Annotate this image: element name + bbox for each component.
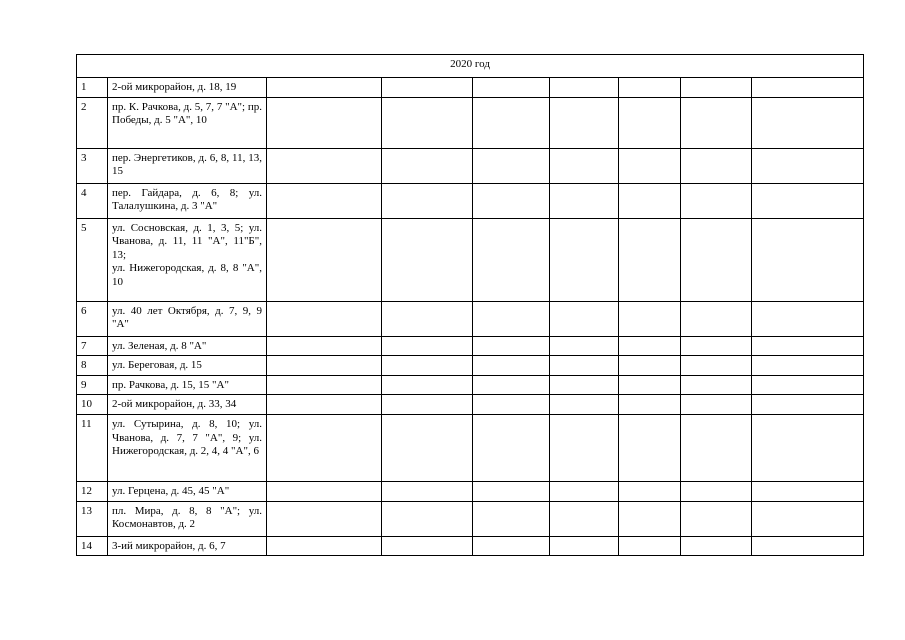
- empty-cell: [267, 78, 382, 98]
- row-number: 8: [77, 356, 108, 376]
- empty-cell: [619, 356, 681, 376]
- row-address: пр. Рачкова, д. 15, 15 "А": [108, 375, 267, 395]
- row-number: 9: [77, 375, 108, 395]
- empty-cell: [619, 301, 681, 336]
- row-number: 2: [77, 97, 108, 148]
- table-row: [77, 78, 864, 98]
- table-row: [77, 536, 864, 556]
- empty-cell: [619, 414, 681, 481]
- empty-cell: [267, 536, 382, 556]
- empty-cell: [752, 97, 864, 148]
- row-number: 13: [77, 501, 108, 536]
- table-row: [77, 481, 864, 501]
- empty-cell: [681, 97, 752, 148]
- empty-cell: [681, 356, 752, 376]
- row-address: ул. Сутырина, д. 8, 10; ул. Чванова, д. 7, 7 "А", 9; ул. Нижегородская, д. 2, 4, 4 "А", 6: [108, 414, 267, 481]
- empty-cell: [550, 481, 619, 501]
- row-number: 4: [77, 183, 108, 218]
- row-number: 7: [77, 336, 108, 356]
- empty-cell: [267, 375, 382, 395]
- empty-cell: [267, 183, 382, 218]
- row-number: 6: [77, 301, 108, 336]
- empty-cell: [619, 375, 681, 395]
- empty-cell: [681, 375, 752, 395]
- row-number: 1: [77, 78, 108, 98]
- empty-cell: [267, 395, 382, 415]
- empty-cell: [619, 183, 681, 218]
- empty-cell: [267, 356, 382, 376]
- table-row: [77, 395, 864, 415]
- empty-cell: [681, 218, 752, 301]
- empty-cell: [752, 501, 864, 536]
- empty-cell: [681, 536, 752, 556]
- empty-cell: [382, 356, 473, 376]
- row-number: 3: [77, 148, 108, 183]
- empty-cell: [382, 501, 473, 536]
- row-address: ул. 40 лет Октября, д. 7, 9, 9 "А": [108, 301, 267, 336]
- empty-cell: [752, 414, 864, 481]
- table-row: [77, 356, 864, 376]
- table-row: [77, 414, 864, 481]
- empty-cell: [267, 148, 382, 183]
- empty-cell: [550, 183, 619, 218]
- empty-cell: [550, 78, 619, 98]
- empty-cell: [267, 301, 382, 336]
- document-table: [76, 54, 864, 556]
- empty-cell: [473, 301, 550, 336]
- empty-cell: [752, 536, 864, 556]
- row-address: ул. Герцена, д. 45, 45 "А": [108, 481, 267, 501]
- empty-cell: [382, 301, 473, 336]
- empty-cell: [473, 97, 550, 148]
- table-header-row: [77, 55, 864, 78]
- row-number: 14: [77, 536, 108, 556]
- empty-cell: [473, 395, 550, 415]
- row-address: ул. Сосновская, д. 1, 3, 5; ул. Чванова, д. 11, 11 "А", 11"Б", 13; ул. Нижегородская, д. 8, 8 "А", 10: [108, 218, 267, 301]
- empty-cell: [619, 481, 681, 501]
- empty-cell: [550, 356, 619, 376]
- empty-cell: [550, 536, 619, 556]
- empty-cell: [681, 395, 752, 415]
- empty-cell: [550, 301, 619, 336]
- empty-cell: [267, 336, 382, 356]
- empty-cell: [550, 395, 619, 415]
- empty-cell: [382, 97, 473, 148]
- empty-cell: [473, 183, 550, 218]
- empty-cell: [382, 183, 473, 218]
- empty-cell: [267, 481, 382, 501]
- empty-cell: [681, 336, 752, 356]
- empty-cell: [619, 501, 681, 536]
- empty-cell: [752, 375, 864, 395]
- empty-cell: [752, 481, 864, 501]
- row-address: ул. Зеленая, д. 8 "А": [108, 336, 267, 356]
- empty-cell: [752, 395, 864, 415]
- empty-cell: [382, 78, 473, 98]
- empty-cell: [752, 336, 864, 356]
- empty-cell: [619, 218, 681, 301]
- empty-cell: [473, 78, 550, 98]
- empty-cell: [473, 336, 550, 356]
- row-address: пер. Энергетиков, д. 6, 8, 11, 13, 15: [108, 148, 267, 183]
- empty-cell: [473, 481, 550, 501]
- empty-cell: [681, 78, 752, 98]
- row-address: пер. Гайдара, д. 6, 8; ул. Талалушкина, д. 3 "А": [108, 183, 267, 218]
- empty-cell: [752, 183, 864, 218]
- empty-cell: [550, 218, 619, 301]
- empty-cell: [382, 218, 473, 301]
- empty-cell: [752, 78, 864, 98]
- empty-cell: [619, 336, 681, 356]
- empty-cell: [752, 356, 864, 376]
- empty-cell: [681, 414, 752, 481]
- empty-cell: [619, 536, 681, 556]
- empty-cell: [752, 218, 864, 301]
- empty-cell: [681, 183, 752, 218]
- empty-cell: [752, 301, 864, 336]
- table-row: [77, 97, 864, 148]
- row-address: 3-ий микрорайон, д. 6, 7: [108, 536, 267, 556]
- empty-cell: [267, 501, 382, 536]
- table-row: [77, 218, 864, 301]
- empty-cell: [550, 501, 619, 536]
- empty-cell: [382, 481, 473, 501]
- empty-cell: [473, 501, 550, 536]
- empty-cell: [473, 148, 550, 183]
- empty-cell: [752, 148, 864, 183]
- row-address: ул. Береговая, д. 15: [108, 356, 267, 376]
- empty-cell: [550, 375, 619, 395]
- empty-cell: [382, 395, 473, 415]
- empty-cell: [550, 148, 619, 183]
- table-row: [77, 148, 864, 183]
- empty-cell: [473, 218, 550, 301]
- table-row: [77, 301, 864, 336]
- table-row: [77, 183, 864, 218]
- row-address: 2-ой микрорайон, д. 18, 19: [108, 78, 267, 98]
- empty-cell: [550, 414, 619, 481]
- row-address: пл. Мира, д. 8, 8 "А"; ул. Космонавтов, д. 2: [108, 501, 267, 536]
- row-number: 11: [77, 414, 108, 481]
- empty-cell: [382, 414, 473, 481]
- empty-cell: [550, 97, 619, 148]
- row-address: пр. К. Рачкова, д. 5, 7, 7 "А"; пр. Победы, д. 5 "А", 10: [108, 97, 267, 148]
- empty-cell: [619, 78, 681, 98]
- empty-cell: [619, 395, 681, 415]
- table-row: [77, 375, 864, 395]
- row-number: 10: [77, 395, 108, 415]
- empty-cell: [382, 536, 473, 556]
- empty-cell: [382, 148, 473, 183]
- table-row: [77, 501, 864, 536]
- empty-cell: [681, 481, 752, 501]
- empty-cell: [681, 148, 752, 183]
- empty-cell: [267, 97, 382, 148]
- empty-cell: [382, 336, 473, 356]
- empty-cell: [473, 414, 550, 481]
- year-header: 2020 год: [77, 55, 864, 78]
- row-number: 5: [77, 218, 108, 301]
- empty-cell: [267, 218, 382, 301]
- empty-cell: [473, 536, 550, 556]
- empty-cell: [619, 97, 681, 148]
- table-row: [77, 336, 864, 356]
- row-address: 2-ой микрорайон, д. 33, 34: [108, 395, 267, 415]
- empty-cell: [550, 336, 619, 356]
- empty-cell: [382, 375, 473, 395]
- empty-cell: [267, 414, 382, 481]
- empty-cell: [473, 356, 550, 376]
- empty-cell: [681, 301, 752, 336]
- empty-cell: [619, 148, 681, 183]
- empty-cell: [681, 501, 752, 536]
- row-number: 12: [77, 481, 108, 501]
- empty-cell: [473, 375, 550, 395]
